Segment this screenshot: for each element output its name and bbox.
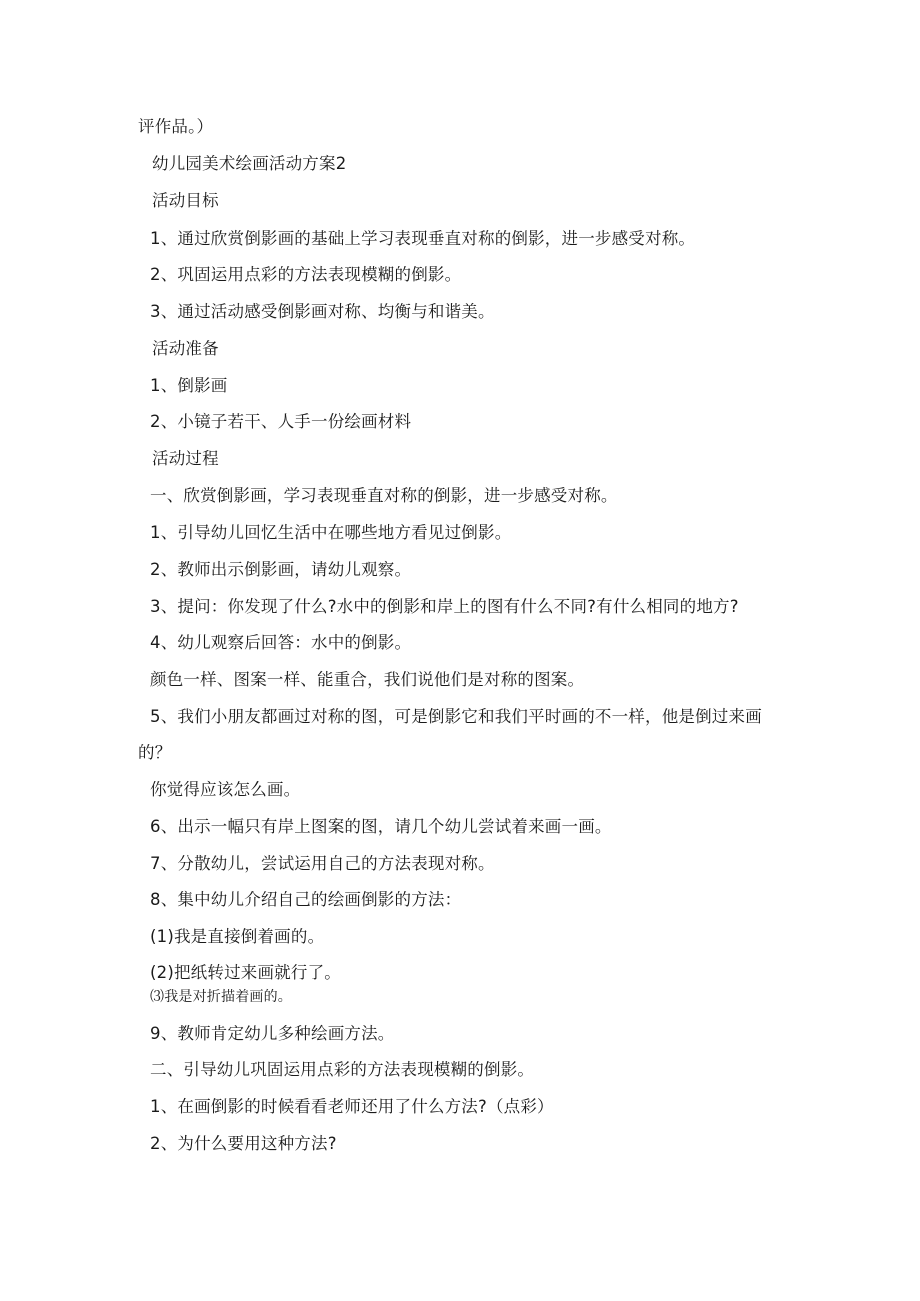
text-line: 的？ [138, 743, 172, 762]
text-line: 1、通过欣赏倒影画的基础上学习表现垂直对称的倒影，进一步感受对称。 [150, 229, 696, 248]
text-line: 5、我们小朋友都画过对称的图，可是倒影它和我们平时画的不一样，他是倒过来画 [150, 707, 762, 726]
section-title: 幼儿园美术绘画活动方案2 [152, 154, 347, 173]
text-line: 6、出示一幅只有岸上图案的图，请几个幼儿尝试着来画一画。 [150, 817, 612, 836]
text-line: 颜色一样、图案一样、能重合，我们说他们是对称的图案。 [150, 670, 585, 689]
heading-goals: 活动目标 [152, 191, 219, 210]
text-line: 7、分散幼儿，尝试运用自己的方法表现对称。 [150, 854, 495, 873]
text-line: (1)我是直接倒着画的。 [150, 927, 325, 946]
text-line: 8、集中幼儿介绍自己的绘画倒影的方法： [150, 890, 462, 909]
text-line: 你觉得应该怎么画。 [150, 780, 301, 799]
text-line: 2、教师出示倒影画，请幼儿观察。 [150, 560, 412, 579]
text-line: 1、引导幼儿回忆生活中在哪些地方看见过倒影。 [150, 523, 512, 542]
text-line: (2)把纸转过来画就行了。 [150, 963, 341, 982]
text-line: 2、小镜子若干、人手一份绘画材料 [150, 412, 412, 431]
text-line: 2、巩固运用点彩的方法表现模糊的倒影。 [150, 265, 462, 284]
heading-preparation: 活动准备 [152, 339, 219, 358]
text-line: 3、提问：你发现了什么?水中的倒影和岸上的图有什么不同?有什么相同的地方? [150, 597, 739, 616]
text-line: 9、教师肯定幼儿多种绘画方法。 [150, 1024, 395, 1043]
text-line: 3、通过活动感受倒影画对称、均衡与和谐美。 [150, 302, 495, 321]
text-line: ⑶我是对折描着画的。 [150, 989, 292, 1005]
text-line: 二、引导幼儿巩固运用点彩的方法表现模糊的倒影。 [150, 1060, 535, 1079]
text-line: 1、在画倒影的时候看看老师还用了什么方法?（点彩） [150, 1097, 554, 1116]
text-line: 评作品。） [138, 117, 214, 136]
text-line: 2、为什么要用这种方法? [150, 1134, 337, 1153]
heading-process: 活动过程 [152, 449, 219, 468]
text-line: 一、欣赏倒影画，学习表现垂直对称的倒影，进一步感受对称。 [150, 486, 618, 505]
text-line: 4、幼儿观察后回答：水中的倒影。 [150, 633, 412, 652]
text-line: 1、倒影画 [150, 376, 228, 395]
